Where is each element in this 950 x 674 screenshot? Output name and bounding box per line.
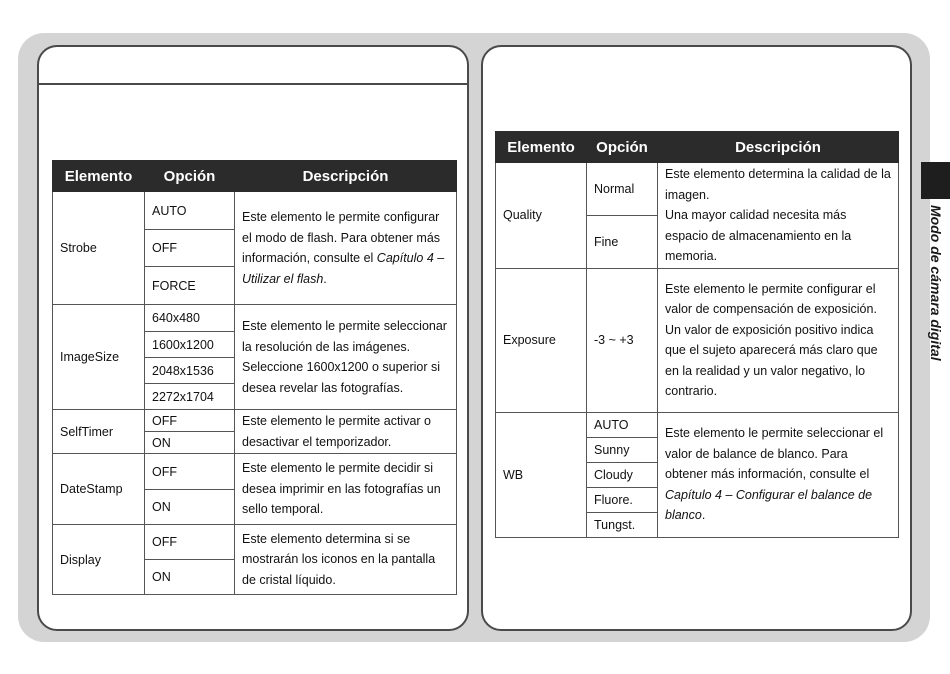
desc-emphasis: Capítulo 4 – Configurar el balance de blanco bbox=[665, 487, 873, 523]
header-descripcion: Descripción bbox=[658, 132, 899, 163]
table-header-row bbox=[496, 132, 899, 163]
desc-text: Este elemento le permite seleccionar el valor de balance de blanco. Para obtener más información, consulte el bbox=[665, 426, 884, 482]
option-cell: Fluore. bbox=[587, 487, 658, 512]
table-row bbox=[496, 163, 899, 216]
item-wb: WB bbox=[496, 412, 587, 537]
header-elemento: Elemento bbox=[53, 161, 145, 192]
desc-exposure: Este elemento le permite configurar el valor de compensación de exposición. Un valor de exposición positivo indica que el sujeto aparecerá más claro que en la realidad y un valor negativo, lo contrario. bbox=[658, 268, 899, 412]
table-row bbox=[496, 268, 899, 412]
header-opcion: Opción bbox=[587, 132, 658, 163]
option-cell: ON bbox=[145, 560, 235, 595]
option-cell: OFF bbox=[145, 410, 235, 432]
desc-line: Una mayor calidad necesita más espacio de almacenamiento en la memoria. bbox=[665, 208, 852, 263]
item-strobe: Strobe bbox=[53, 192, 145, 305]
option-cell: Normal bbox=[587, 163, 658, 216]
desc-wb bbox=[658, 412, 899, 537]
table-row bbox=[53, 410, 457, 432]
option-cell: 640x480 bbox=[145, 305, 235, 332]
table-header-row bbox=[53, 161, 457, 192]
desc-end: . bbox=[323, 271, 327, 286]
chapter-tab-marker bbox=[921, 162, 950, 199]
option-cell: OFF bbox=[145, 525, 235, 560]
desc-strobe bbox=[235, 192, 457, 305]
table-row bbox=[496, 412, 899, 437]
option-cell: Cloudy bbox=[587, 462, 658, 487]
chapter-side-label: Modo de cámara digital bbox=[928, 205, 944, 361]
desc-display: Este elemento determina si se mostrarán los iconos en la pantalla de cristal líquido. bbox=[235, 525, 457, 595]
desc-selftimer: Este elemento le permite activar o desactivar el temporizador. bbox=[235, 410, 457, 454]
item-datestamp: DateStamp bbox=[53, 454, 145, 525]
option-cell: OFF bbox=[145, 454, 235, 490]
option-cell: -3 ~ +3 bbox=[587, 268, 658, 412]
desc-end: . bbox=[701, 508, 706, 523]
option-cell: Fine bbox=[587, 216, 658, 268]
table-row bbox=[53, 454, 457, 490]
desc-text: Este elemento le permite configurar el modo de flash. Para obtener más información, consulte el bbox=[242, 210, 441, 265]
option-cell: OFF bbox=[145, 230, 235, 267]
option-cell: 1600x1200 bbox=[145, 332, 235, 358]
item-imagesize: ImageSize bbox=[53, 305, 145, 410]
left-settings-table bbox=[52, 160, 457, 595]
option-cell: ON bbox=[145, 432, 235, 454]
table-row bbox=[53, 525, 457, 560]
option-cell: 2272x1704 bbox=[145, 384, 235, 410]
header-descripcion: Descripción bbox=[235, 161, 457, 192]
item-exposure: Exposure bbox=[496, 268, 587, 412]
right-settings-table bbox=[495, 131, 899, 538]
desc-datestamp: Este elemento le permite decidir si desea imprimir en las fotografías un sello temporal. bbox=[235, 454, 457, 525]
header-elemento: Elemento bbox=[496, 132, 587, 163]
item-display: Display bbox=[53, 525, 145, 595]
option-cell: FORCE bbox=[145, 267, 235, 305]
option-cell: 2048x1536 bbox=[145, 358, 235, 384]
option-cell: ON bbox=[145, 490, 235, 525]
option-cell: Sunny bbox=[587, 437, 658, 462]
desc-quality bbox=[658, 163, 899, 269]
desc-imagesize: Este elemento le permite seleccionar la resolución de las imágenes. Seleccione 1600x1200 o superior si desea revelar las fotografías. bbox=[235, 305, 457, 410]
table-row bbox=[53, 305, 457, 332]
item-quality: Quality bbox=[496, 163, 587, 269]
desc-line: Este elemento determina la calidad de la imagen. bbox=[665, 167, 891, 202]
option-cell: Tungst. bbox=[587, 512, 658, 537]
option-cell: AUTO bbox=[587, 412, 658, 437]
desc-emphasis: Capítulo 4 – Utilizar el flash bbox=[242, 251, 445, 286]
header-opcion: Opción bbox=[145, 161, 235, 192]
left-header-rule bbox=[37, 83, 469, 85]
option-cell: AUTO bbox=[145, 192, 235, 230]
table-row bbox=[53, 192, 457, 230]
item-selftimer: SelfTimer bbox=[53, 410, 145, 454]
